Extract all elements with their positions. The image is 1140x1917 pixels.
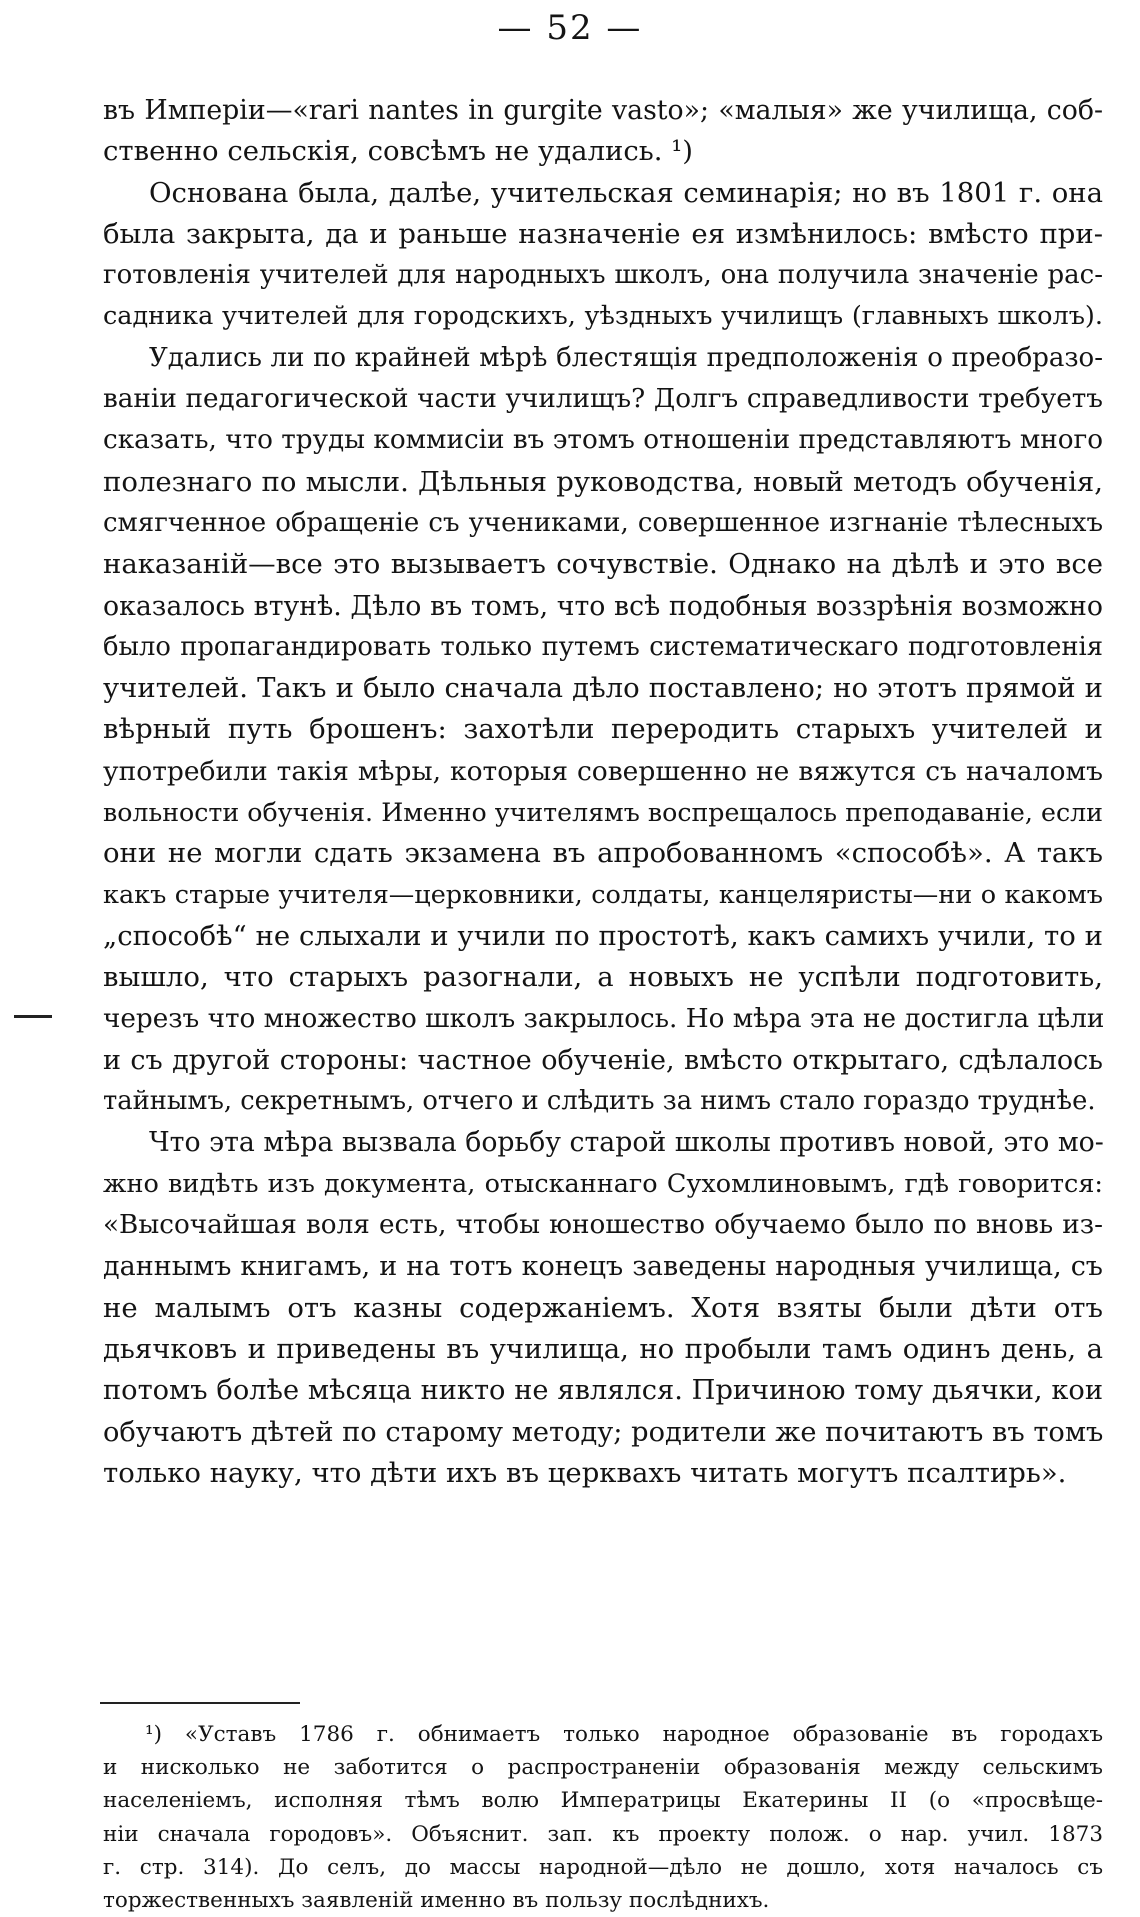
text-line: дьячковъ и приведены въ училища, но пробыли тамъ одинъ день, а (103, 1332, 1103, 1365)
footnote-line: торжественныхъ заявленій именно въ пользу послѣднихъ. (103, 1887, 770, 1913)
text-line: полезнаго по мысли. Дѣльныя руководства, новый методъ обученія, (103, 465, 1103, 498)
text-line: сказать, что труды коммисіи въ этомъ отношеніи представляютъ много (103, 425, 1104, 456)
page-number: — 52 — (497, 8, 643, 48)
text-line: только науку, что дѣти ихъ въ церквахъ читать могутъ псалтирь». (103, 1456, 1067, 1489)
footnote-line: населеніемъ, исполняя тѣмъ волю Императрицы Екатерины II (о «просвѣще- (103, 1788, 1103, 1814)
text-line: ственно сельскія, совсѣмъ не удались. ¹) (103, 135, 693, 168)
text-line: наказаній—все это вызываетъ сочувствіе. Однако на дѣлѣ и это все (103, 548, 1103, 581)
text-line: и съ другой стороны: частное обученіе, вмѣсто открытаго, сдѣлалось (103, 1044, 1103, 1076)
body-text (103, 90, 1103, 1494)
text-line: употребили такія мѣры, которыя совершенно не вяжутся съ началомъ (103, 755, 1103, 787)
footnote-rule (100, 1702, 300, 1704)
text-line: потомъ болѣе мѣсяца никто не являлся. Причиною тому дьячки, кои (103, 1375, 1103, 1407)
text-line: „способѣ“ не слыхали и учили по простотѣ, какъ самихъ учили, то и (103, 919, 1103, 952)
footnote-line: ¹) «Уставъ 1786 г. обнимаетъ только народное образованіе въ городахъ (145, 1722, 1103, 1747)
text-line: Удались ли по крайней мѣрѣ блестящія предположенія о преобразо- (149, 342, 1103, 373)
text-line: смягченное обращеніе съ учениками, совершенное изгнаніе тѣлесныхъ (103, 507, 1103, 538)
text-line: Что эта мѣра вызвала борьбу старой школы противъ новой, это мо- (149, 1127, 1104, 1159)
text-line: въ Имперіи—«rari nantes in gurgite vasto»; «малыя» же училища, соб- (103, 95, 1103, 126)
text-line: готовленія учителей для народныхъ школъ, она получила значеніе рас- (103, 260, 1103, 291)
text-line: обучаютъ дѣтей по старому методу; родители же почитаютъ въ томъ (103, 1416, 1104, 1448)
text-line: не малымъ отъ казны содержаніемъ. Хотя взяты были дѣти отъ (103, 1291, 1103, 1324)
text-line: учителей. Такъ и было сначала дѣло поставлено; но этотъ прямой и (103, 672, 1103, 705)
text-line: вышло, что старыхъ разогнали, а новыхъ не успѣли подготовить, (103, 961, 1103, 994)
text-line: ваніи педагогической части училищъ? Долгъ справедливости требуетъ (103, 384, 1103, 415)
text-line: оказалось втунѣ. Дѣло въ томъ, что всѣ подобныя воззрѣнія возможно (103, 590, 1103, 622)
footnote-line: г. стр. 314). До селъ, до массы народной—дѣло не дошло, хотя началось съ (103, 1854, 1103, 1880)
text-line: жно видѣть изъ документа, отысканнаго Сухомлиновымъ, гдѣ говорится: (103, 1168, 1103, 1199)
text-line: вольности обученія. Именно учителямъ воспрещалось преподаваніе, если (103, 798, 1103, 828)
text-line: была закрыта, да и раньше назначеніе ея измѣнилось: вмѣсто при- (103, 217, 1103, 250)
text-line: садника учителей для городскихъ, уѣздныхъ училищъ (главныхъ школъ). (103, 301, 1103, 332)
text-line: «Высочайшая воля есть, чтобы юношество обучаемо было по вновь из- (103, 1210, 1103, 1241)
text-line: вѣрный путь брошенъ: захотѣли переродить старыхъ учителей и (103, 713, 1103, 746)
text-line: они не могли сдать экзамена въ апробованномъ «способѣ». А такъ (103, 837, 1103, 870)
text-line: даннымъ книгамъ, и на тотъ конецъ заведены народныя училища, съ (103, 1251, 1103, 1283)
footnotes (103, 1718, 1103, 1917)
text-line: было пропагандировать только путемъ систематическаго подготовленія (103, 631, 1103, 662)
text-line: Основана была, далѣе, учительская семинарія; но въ 1801 г. она (149, 176, 1103, 209)
footnote-line: ніи сначала городовъ». Объяснит. зап. къ проекту полож. о нар. учил. 1873 (103, 1821, 1103, 1847)
footnote-line: и нисколько не заботится о распространеніи образованія между сельскимъ (103, 1755, 1103, 1781)
text-line: тайнымъ, секретнымъ, отчего и слѣдить за нимъ стало гораздо труднѣе. (103, 1086, 1096, 1117)
margin-mark (14, 1015, 52, 1018)
text-line: какъ старые учителя—церковники, солдаты, канцеляристы—ни о какомъ (103, 879, 1103, 910)
text-line: черезъ что множество школъ закрылось. Но мѣра эта не достигла цѣли (103, 1003, 1105, 1034)
